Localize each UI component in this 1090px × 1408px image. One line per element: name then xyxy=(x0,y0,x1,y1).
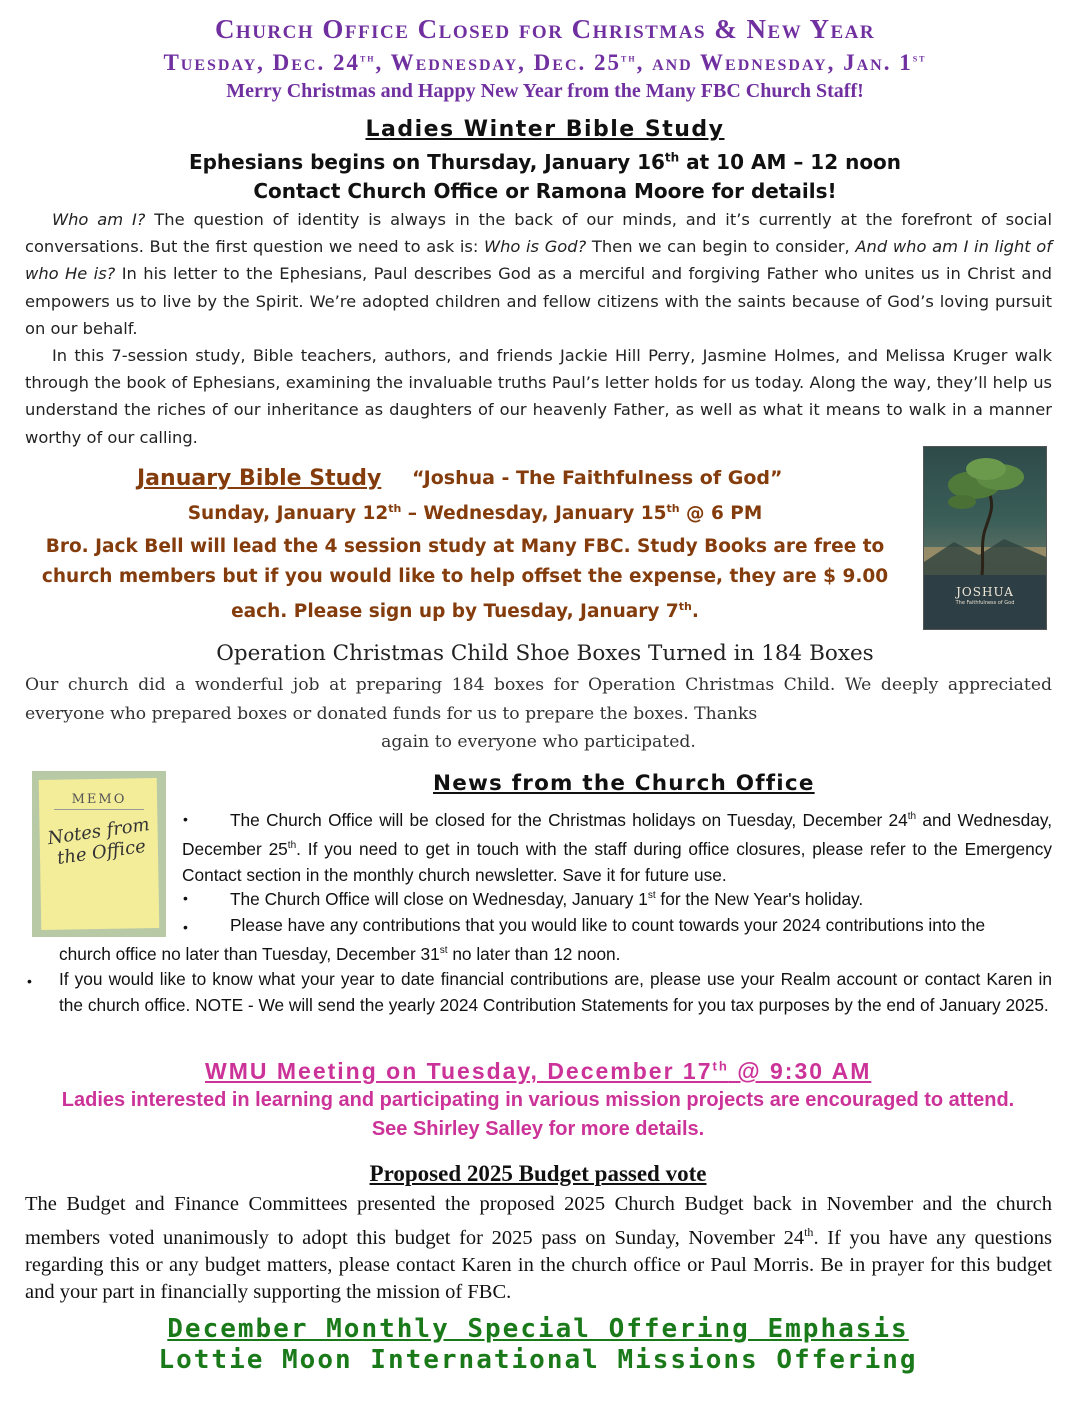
header-dates: Tuesday, Dec. 24th, Wednesday, Dec. 25th, and Wednesday, Jan. 1st xyxy=(163,50,927,75)
joshua-book-cover xyxy=(923,446,1047,630)
news-item: If you would like to know what your year to date financial contributions are, please use your Realm account or contact Karen in the church office. NOTE - We will send the yearly 2024 Contribution Statements for you tax purposes by the end of January 2025. xyxy=(59,969,1052,1016)
memo-text: Notes from the Office xyxy=(46,814,151,870)
occ-title: Operation Christmas Child Shoe Boxes Turned in 184 Boxes xyxy=(216,641,874,666)
header-greeting: Merry Christmas and Happy New Year from the Many FBC Church Staff! xyxy=(226,80,864,102)
ladies-study-paragraph: Who am I? The question of identity is always in the back of our minds, and it’s currently at the forefront of social conversations. But the first question we need to ask is: Who is God? Then we can begin to consider, And who am I in light of who He is? In his letter to the Ephesians, Paul describes God as a merciful and forgiving Father who unites us in Christ and empowers us to live by the Spirit. We’re adopted children and fellow citizens with the saints because of God’s loving pursuit on our behalf. xyxy=(25,210,1053,338)
news-item-continued: church office no later than Tuesday, December 31st no later than 12 noon. xyxy=(59,943,621,964)
bullet-icon: • xyxy=(183,890,188,906)
wmu-line: Ladies interested in learning and participating in various mission projects are encouraged to attend. xyxy=(61,1089,1015,1111)
news-item: The Church Office will close on Wednesday, January 1st for the New Year's holiday. xyxy=(230,888,864,909)
memo-image xyxy=(32,771,166,937)
bullet-icon: • xyxy=(183,919,188,935)
ladies-study-contact: Contact Church Office or Ramona Moore for details! xyxy=(253,179,837,203)
news-item: The Church Office will be closed for the Christmas holidays on Tuesday, December 24th and Wednesday, December 25th. If you need to get in touch with the staff during office closures, please refer to the Emergency Contact section in the monthly church newsletter. Save it for future use. xyxy=(182,809,1052,885)
ladies-study-title: Ladies Winter Bible Study xyxy=(365,117,725,142)
memo-label: MEMO xyxy=(71,792,127,807)
budget-title: Proposed 2025 Budget passed vote xyxy=(369,1161,707,1186)
bullet-icon: • xyxy=(27,973,32,989)
wmu-line: See Shirley Salley for more details. xyxy=(371,1118,705,1140)
bullet-icon: • xyxy=(183,811,188,827)
january-study-dates: Sunday, January 12th – Wednesday, January 15th @ 6 PM xyxy=(187,502,763,525)
january-study-details: Bro. Jack Bell will lead the 4 session study at Many FBC. Study Books are free to church members but if you would like to help offset the expense, they are $ 9.00 each. Please sign up by Tuesday, January 7th. xyxy=(41,536,889,623)
book-title: JOSHUA xyxy=(956,585,1014,599)
january-study-title: January Bible Study xyxy=(137,466,382,491)
offering-heading: December Monthly Special Offering Emphasis xyxy=(167,1314,909,1344)
news-title: News from the Church Office xyxy=(433,771,815,796)
wmu-title: WMU Meeting on Tuesday, December 17th @ 9:30 AM xyxy=(205,1058,872,1084)
header-title: Church Office Closed for Christmas & New Year xyxy=(214,14,876,44)
offering-subheading: Lottie Moon International Missions Offering xyxy=(158,1345,918,1375)
budget-body: The Budget and Finance Committees presented the proposed 2025 Church Budget back in November and the church members voted unanimously to adopt this budget for 2025 pass on Sunday, November 24th. If you have any questions regarding this or any budget matters, please contact Karen in the church office or Paul Morris. Be in prayer for this budget and your part in financially supporting the mission of FBC. xyxy=(25,1193,1052,1304)
ladies-study-paragraph: In this 7-session study, Bible teachers, authors, and friends Jackie Hill Perry, Jasmine Holmes, and Melissa Kruger walk through the book of Ephesians, examining the invaluable truths Paul’s letter holds for us today. Along the way, they’ll help us understand the riches of our inheritance as daughters of our heavenly Father, as well as what it means to walk in a manner worthy of our calling. xyxy=(25,346,1052,447)
book-subtitle: The Faithfulness of God xyxy=(955,600,1015,606)
ladies-study-schedule: Ephesians begins on Thursday, January 16th at 10 AM – 12 noon xyxy=(188,150,902,174)
occ-body: Our church did a wonderful job at preparing 184 boxes for Operation Christmas Child. We deeply appreciated everyone who prepared boxes or donated funds for us to prepare the boxes. Thanks again to everyone who participated. xyxy=(25,675,1052,752)
news-item: Please have any contributions that you would like to count towards your 2024 contributions into the xyxy=(230,915,986,935)
ladies-study-description xyxy=(25,206,1052,451)
january-study-quote: “Joshua - The Faithfulness of God” xyxy=(412,467,783,489)
memo-divider xyxy=(54,809,144,810)
